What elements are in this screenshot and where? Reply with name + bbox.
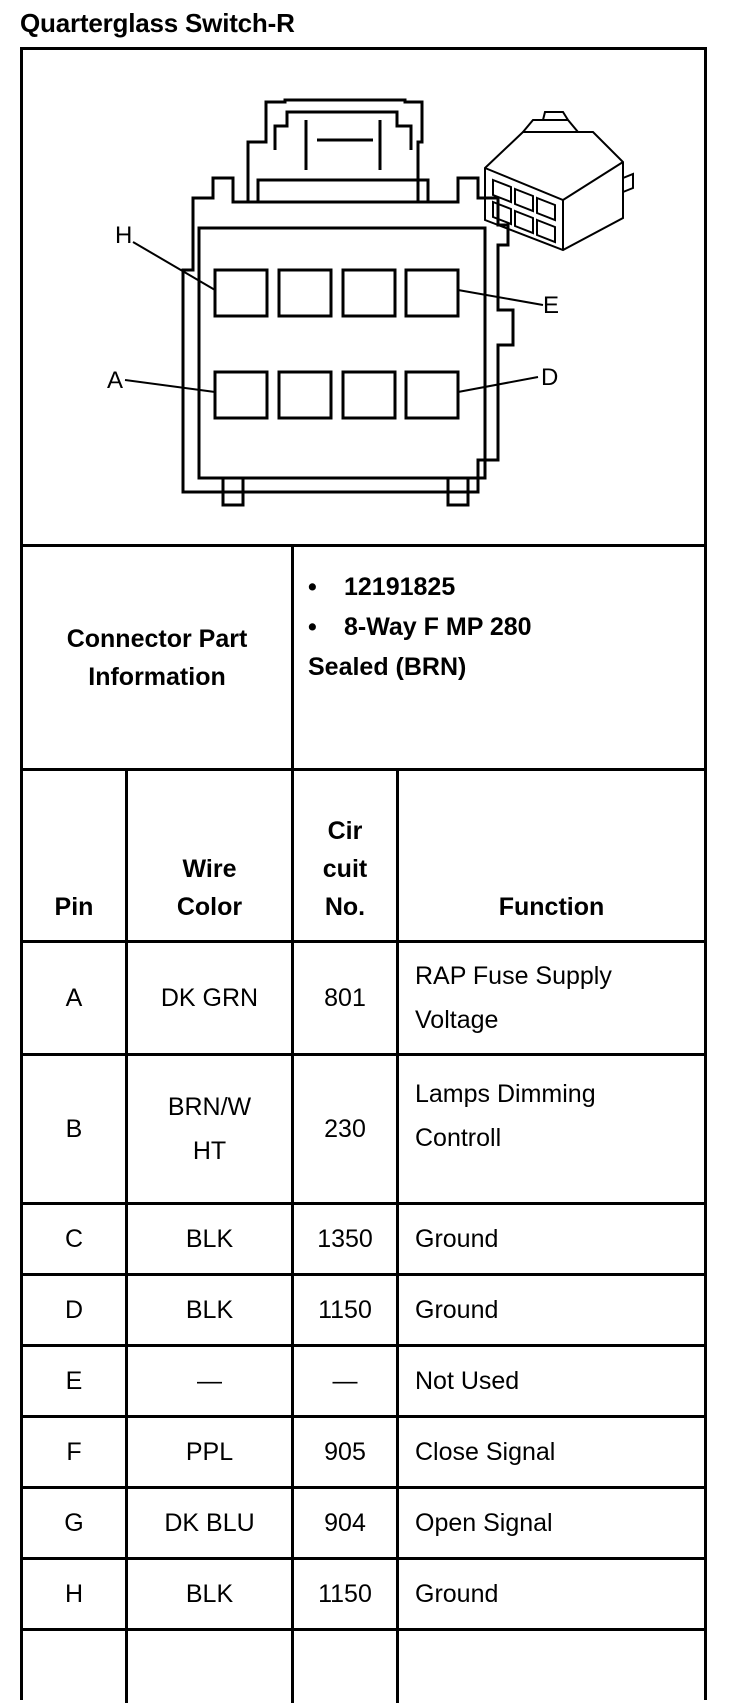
- table-row-function: Ground: [415, 1225, 499, 1253]
- table-row-function: Ground: [415, 1580, 499, 1608]
- table-row-pin: D: [64, 1295, 84, 1324]
- header-wire-color: Wire Color: [176, 855, 243, 921]
- table-row-circuit: 904: [324, 1508, 366, 1537]
- pin-label-d: D: [541, 364, 559, 391]
- table-row-wire: DK BLU: [164, 1508, 255, 1537]
- table-row-pin: E: [65, 1366, 83, 1395]
- connector-type: • 8-Way F MP 280: [308, 613, 532, 641]
- table-row-wire: PPL: [185, 1437, 234, 1466]
- header-circuit-no: Cir cuit No.: [322, 817, 368, 921]
- pin-label-h: H: [115, 222, 133, 249]
- table-row-circuit: 1150: [318, 1295, 372, 1324]
- table-row-wire: —: [197, 1366, 222, 1395]
- connector-iso-view: [485, 112, 633, 250]
- table-row-pin: A: [65, 983, 83, 1012]
- connector-face-view: [23, 50, 704, 544]
- table-row-circuit: 905: [324, 1437, 366, 1466]
- connector-seal: Sealed (BRN): [308, 653, 467, 681]
- table-row-pin: B: [65, 1114, 83, 1143]
- table-row-pin: G: [64, 1508, 84, 1537]
- table-row-wire: BRN/W HT: [167, 1093, 252, 1165]
- table-row-function: Close Signal: [415, 1438, 556, 1466]
- table-row-circuit: 1350: [317, 1224, 373, 1253]
- table-row-function: Open Signal: [415, 1509, 553, 1537]
- header-pin: Pin: [54, 893, 94, 921]
- table-row-pin: F: [66, 1437, 82, 1466]
- table-row-pin: C: [64, 1224, 84, 1253]
- table-row-wire: BLK: [185, 1295, 234, 1324]
- page-title: Quarterglass Switch-R: [20, 8, 295, 38]
- connector-table-frame: [20, 47, 707, 1700]
- table-row-function: Ground: [415, 1296, 499, 1324]
- table-row-pin: H: [64, 1579, 84, 1608]
- table-row-wire: DK GRN: [160, 983, 259, 1012]
- connector-info-label: Connector Part Information: [66, 624, 248, 691]
- table-row-circuit: 801: [324, 983, 366, 1012]
- connector-diagram: [23, 50, 704, 544]
- connector-info-values: [294, 547, 704, 768]
- table-row-wire: BLK: [185, 1224, 234, 1253]
- table-row-circuit: 230: [324, 1114, 366, 1143]
- pin-label-e: E: [543, 292, 560, 319]
- header-function: Function: [498, 893, 605, 921]
- table-row-circuit: —: [332, 1366, 358, 1395]
- table-row-function: Not Used: [415, 1367, 520, 1395]
- table-row-function: RAP Fuse Supply Voltage: [415, 962, 612, 1034]
- pin-label-a: A: [107, 367, 124, 394]
- part-number: • 12191825: [308, 573, 456, 601]
- table-row-circuit: 1150: [318, 1579, 372, 1608]
- table-row-wire: BLK: [185, 1579, 234, 1608]
- table-row-function: Lamps Dimming Controll: [415, 1080, 596, 1152]
